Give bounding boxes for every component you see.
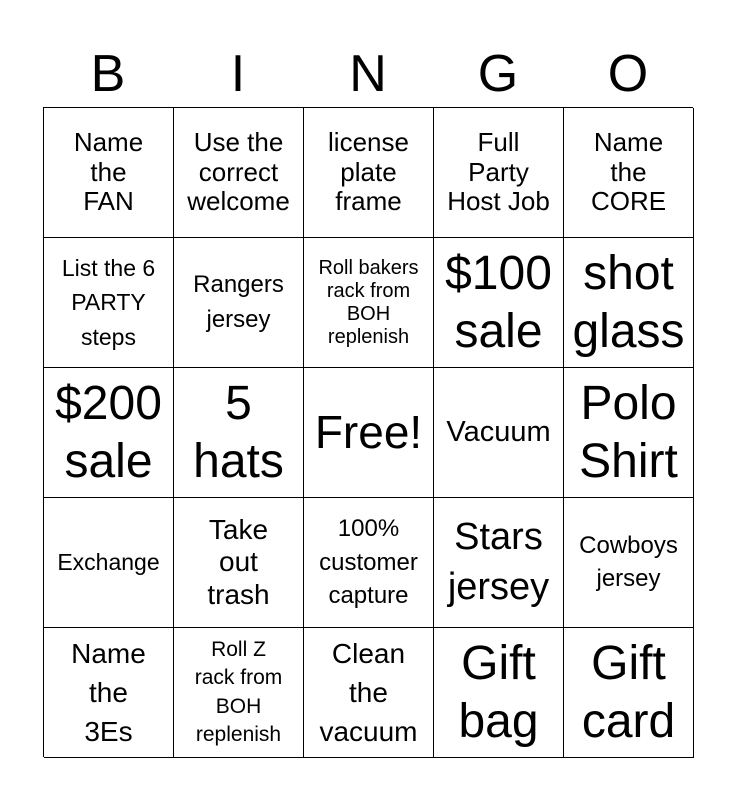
bingo-cell-r1c2[interactable] <box>174 108 304 238</box>
bingo-cell-r5c3[interactable] <box>304 628 434 758</box>
cell-text: shot glass <box>572 246 685 358</box>
bingo-cell-r3c3[interactable] <box>304 368 434 498</box>
bingo-cell-r3c2[interactable] <box>174 368 304 498</box>
bingo-cell-r3c4[interactable] <box>434 368 564 498</box>
header-letter-b: B <box>90 45 126 103</box>
cell-text: Polo Shirt <box>579 376 678 488</box>
cell-text: Use the correct welcome <box>187 126 290 217</box>
cell-text: 5 hats <box>193 376 284 488</box>
bingo-cell-r1c4[interactable] <box>434 108 564 238</box>
bingo-cell-r2c1[interactable] <box>44 238 174 368</box>
bingo-cell-r4c5[interactable] <box>564 498 694 628</box>
bingo-cell-r4c2[interactable] <box>174 498 304 628</box>
cell-text: Stars jersey <box>447 516 550 608</box>
cell-text: Clean the vacuum <box>319 637 418 748</box>
bingo-cell-r1c3[interactable] <box>304 108 434 238</box>
bingo-cell-r5c5[interactable] <box>564 628 694 758</box>
cell-text: Exchange <box>57 549 160 576</box>
bingo-cell-r4c4[interactable] <box>434 498 564 628</box>
cell-text: $100 sale <box>445 246 552 358</box>
cell-text: Roll Z rack from BOH replenish <box>194 637 283 746</box>
cell-text: $200 sale <box>55 376 162 488</box>
bingo-cell-r1c1[interactable] <box>44 108 174 238</box>
bingo-cell-r3c5[interactable] <box>564 368 694 498</box>
bingo-cell-r2c3[interactable] <box>304 238 434 368</box>
header-letter-n: N <box>349 45 387 103</box>
cell-text: Take out trash <box>207 514 270 610</box>
cell-text: Cowboys jersey <box>579 532 678 592</box>
bingo-cell-r5c1[interactable] <box>44 628 174 758</box>
bingo-cell-r5c4[interactable] <box>434 628 564 758</box>
cell-text: Rangers jersey <box>193 270 284 333</box>
cell-text: List the 6 PARTY steps <box>61 254 156 350</box>
bingo-cell-r2c2[interactable] <box>174 238 304 368</box>
cell-text: Vacuum <box>446 415 551 448</box>
header-letter-g: G <box>477 45 519 103</box>
header-letter-o: O <box>607 45 649 103</box>
cell-text: Name the 3Es <box>71 637 146 748</box>
bingo-cell-r4c1[interactable] <box>44 498 174 628</box>
bingo-cell-r2c4[interactable] <box>434 238 564 368</box>
cell-text: Name the CORE <box>590 126 667 217</box>
bingo-header <box>43 42 693 106</box>
cell-text: Free! <box>314 405 423 458</box>
cell-text: Full Party Host Job <box>447 126 550 217</box>
cell-text: license plate frame <box>328 126 409 217</box>
bingo-board <box>43 107 693 757</box>
cell-text: Gift card <box>581 636 676 748</box>
cell-text: Roll bakers rack from BOH replenish <box>318 256 419 348</box>
bingo-cell-r1c5[interactable] <box>564 108 694 238</box>
bingo-cell-r5c2[interactable] <box>174 628 304 758</box>
cell-text: 100% customer capture <box>319 515 418 610</box>
bingo-cell-r3c1[interactable] <box>44 368 174 498</box>
bingo-cell-r2c5[interactable] <box>564 238 694 368</box>
bingo-cell-r4c3[interactable] <box>304 498 434 628</box>
cell-text: Name the FAN <box>73 126 144 217</box>
header-letter-i: I <box>230 45 246 103</box>
cell-text: Gift bag <box>458 636 539 748</box>
